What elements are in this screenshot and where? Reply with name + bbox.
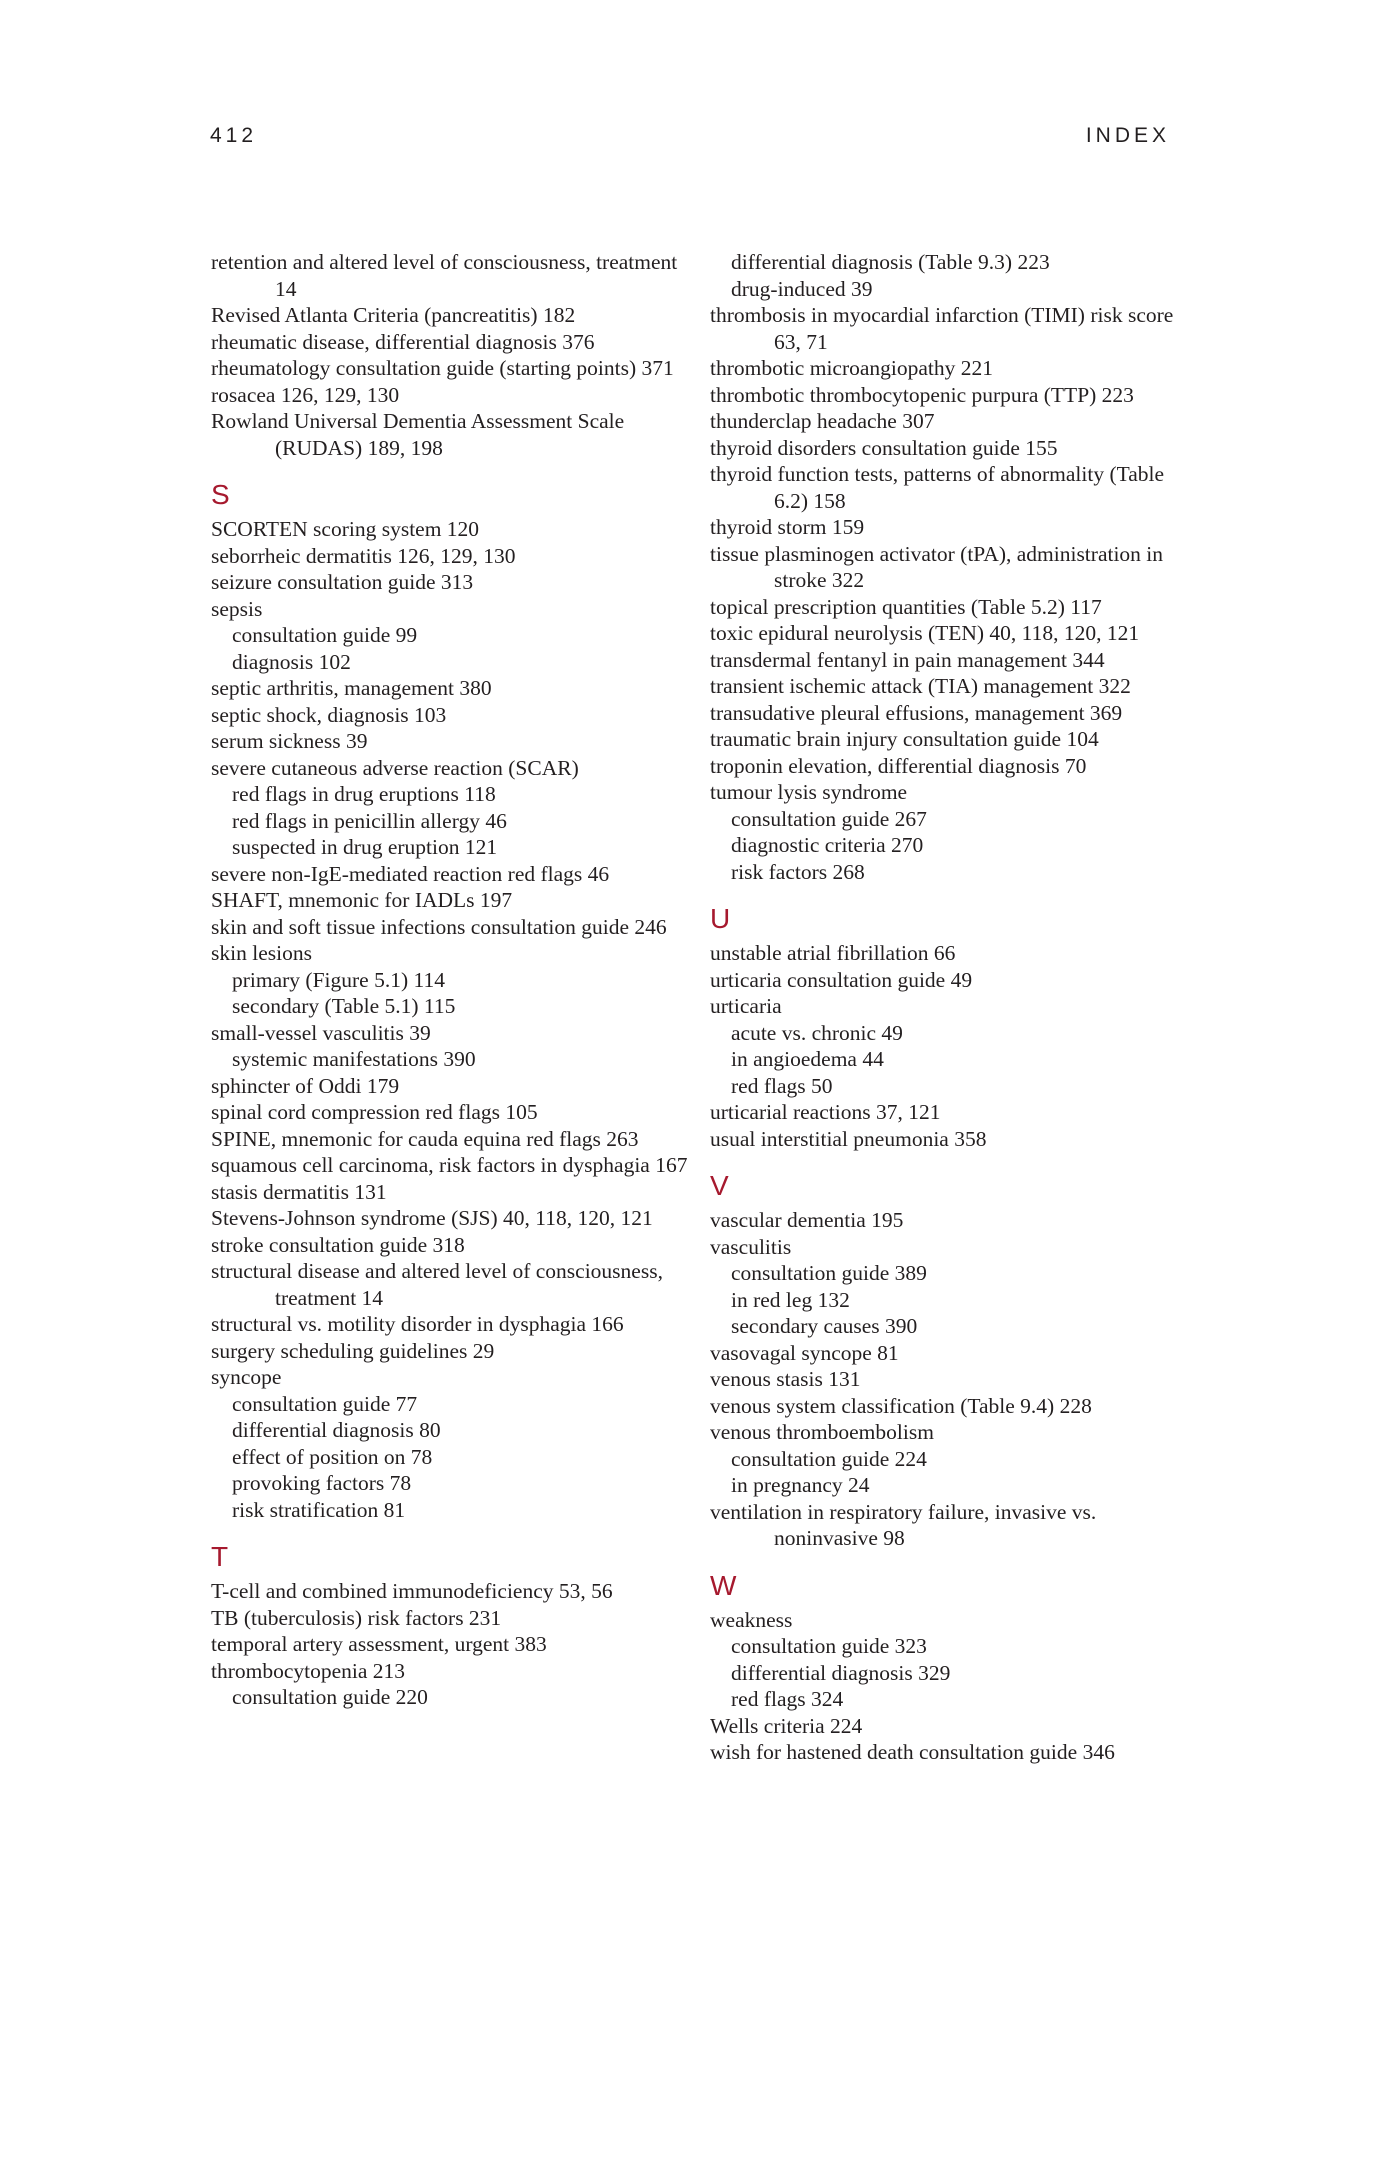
index-entry: sphincter of Oddi 179 (211, 1073, 400, 1098)
index-subentry: primary (Figure 5.1) 114 (232, 967, 445, 992)
index-subentry: consultation guide 224 (731, 1446, 927, 1471)
index-entry: rosacea 126, 129, 130 (211, 382, 400, 407)
index-entry: vasculitis (710, 1234, 792, 1259)
index-entry: venous system classification (Table 9.4) 228 (710, 1393, 1092, 1418)
index-entry: SHAFT, mnemonic for IADLs 197 (211, 888, 513, 912)
index-entry: urticaria (710, 994, 782, 1018)
index-entry: stasis dermatitis 131 (211, 1179, 387, 1204)
index-group (211, 249, 691, 461)
index-entry: T-cell and combined immunodeficiency 53, 56 (211, 1579, 613, 1603)
index-entry: stroke consultation guide 318 (211, 1232, 465, 1257)
index-subentry: suspected in drug eruption 121 (232, 835, 498, 859)
section-letter-v: V (710, 1170, 729, 1201)
index-group (710, 249, 1190, 885)
index-subentry: red flags in penicillin allergy 46 (232, 808, 507, 833)
index-entry: Rowland Universal Dementia Assessment Scale (RUDAS) 189, 198 (211, 409, 625, 460)
index-subentry: consultation guide 389 (731, 1261, 927, 1285)
index-entry: Stevens-Johnson syndrome (SJS) 40, 118, 120, 121 (211, 1206, 653, 1230)
index-subentry: red flags 324 (731, 1687, 844, 1711)
index-subentry: acute vs. chronic 49 (731, 1020, 903, 1045)
index-entry: tissue plasminogen activator (tPA), administration in stroke 322 (710, 541, 1164, 592)
index-entry: SPINE, mnemonic for cauda equina red flags 263 (211, 1126, 639, 1151)
index-entry: thunderclap headache 307 (710, 409, 935, 433)
index-subentry: in pregnancy 24 (731, 1473, 870, 1497)
index-subentry: consultation guide 77 (232, 1391, 418, 1416)
index-entry: transudative pleural effusions, management 369 (710, 700, 1123, 725)
index-subentry: in angioedema 44 (731, 1047, 884, 1071)
index-entry: transient ischemic attack (TIA) management 322 (710, 674, 1131, 698)
index-entry: venous stasis 131 (710, 1367, 861, 1391)
index-entry: thyroid function tests, patterns of abnormality (Table 6.2) 158 (710, 462, 1165, 513)
index-entry: thrombosis in myocardial infarction (TIMI) risk score 63, 71 (710, 303, 1174, 354)
index-entry: retention and altered level of consciousness, treatment 14 (211, 250, 678, 301)
index-entry: toxic epidural neurolysis (TEN) 40, 118, 120, 121 (710, 621, 1140, 645)
index-subentry: drug-induced 39 (731, 276, 873, 301)
index-entry: serum sickness 39 (211, 729, 368, 753)
index-entry: venous thromboembolism (710, 1420, 934, 1444)
index-subentry: systemic manifestations 390 (232, 1047, 476, 1071)
index-group-u (710, 940, 1190, 1152)
index-subentry: provoking factors 78 (232, 1471, 412, 1495)
index-entry: wish for hastened death consultation guide 346 (710, 1740, 1115, 1764)
index-subentry: diagnostic criteria 270 (731, 833, 924, 857)
section-letter-s: S (211, 479, 230, 510)
index-entry: rheumatic disease, differential diagnosis 376 (211, 329, 595, 354)
index-entry: sepsis (211, 596, 263, 621)
index-entry: severe cutaneous adverse reaction (SCAR) (211, 755, 579, 780)
index-entry: structural vs. motility disorder in dysphagia 166 (211, 1312, 624, 1336)
index-subentry: secondary causes 390 (731, 1314, 918, 1338)
index-entry: spinal cord compression red flags 105 (211, 1100, 538, 1124)
section-letter-w: W (710, 1569, 737, 1601)
index-entry: vasovagal syncope 81 (710, 1340, 899, 1365)
index-group-s (211, 516, 691, 1523)
index-entry: surgery scheduling guidelines 29 (211, 1338, 495, 1363)
index-entry: ventilation in respiratory failure, invasive vs. noninvasive 98 (710, 1499, 1097, 1550)
index-subentry: secondary (Table 5.1) 115 (232, 994, 456, 1018)
index-entry: rheumatology consultation guide (starting points) 371 (211, 356, 674, 380)
index-subentry: risk stratification 81 (232, 1497, 406, 1522)
index-entry: thrombotic microangiopathy 221 (710, 356, 994, 380)
index-subentry: effect of position on 78 (232, 1444, 433, 1469)
index-entry: weakness (710, 1607, 793, 1632)
index-subentry: in red leg 132 (731, 1287, 850, 1312)
index-column-left (211, 249, 691, 1711)
index-group-w (710, 1607, 1190, 1766)
index-entry: SCORTEN scoring system 120 (211, 517, 480, 541)
index-entry: usual interstitial pneumonia 358 (710, 1126, 987, 1151)
index-subentry: differential diagnosis 80 (232, 1418, 441, 1442)
index-entry: seizure consultation guide 313 (211, 570, 474, 594)
index-entry: urticaria consultation guide 49 (710, 967, 973, 992)
section-letter-t: T (211, 1541, 229, 1572)
index-entry: small-vessel vasculitis 39 (211, 1020, 431, 1045)
page-number: 412 (210, 124, 258, 147)
index-entry: squamous cell carcinoma, risk factors in dysphagia 167 (211, 1153, 688, 1177)
section-letter-u: U (710, 903, 731, 934)
index-entry: urticarial reactions 37, 121 (710, 1100, 941, 1124)
index-group-v (710, 1207, 1190, 1552)
index-subentry: differential diagnosis 329 (731, 1660, 951, 1685)
index-subentry: risk factors 268 (731, 859, 865, 884)
index-entry: Wells criteria 224 (710, 1713, 863, 1738)
index-entry: seborrheic dermatitis 126, 129, 130 (211, 543, 516, 568)
index-entry: thyroid disorders consultation guide 155 (710, 435, 1058, 460)
index-entry: tumour lysis syndrome (710, 780, 908, 804)
index-subentry: red flags in drug eruptions 118 (232, 782, 496, 806)
index-entry: thrombotic thrombocytopenic purpura (TTP) 223 (710, 382, 1134, 407)
index-entry: troponin elevation, differential diagnosis 70 (710, 753, 1087, 778)
index-entry: structural disease and altered level of consciousness, treatment 14 (211, 1259, 663, 1310)
index-subentry: consultation guide 323 (731, 1634, 927, 1658)
index-entry: severe non-IgE-mediated reaction red flags 46 (211, 861, 610, 886)
index-entry: topical prescription quantities (Table 5.2) 117 (710, 594, 1102, 619)
index-subentry: diagnosis 102 (232, 649, 351, 674)
index-subentry: consultation guide 99 (232, 623, 418, 647)
index-entry: skin lesions (211, 941, 312, 965)
index-entry: septic arthritis, management 380 (211, 676, 492, 700)
index-entry: temporal artery assessment, urgent 383 (211, 1632, 547, 1656)
index-entry: Revised Atlanta Criteria (pancreatitis) 182 (211, 303, 576, 327)
index-column-right (710, 249, 1190, 1766)
index-group-t (211, 1578, 691, 1711)
index-entry: septic shock, diagnosis 103 (211, 702, 447, 727)
index-subentry: differential diagnosis (Table 9.3) 223 (731, 250, 1050, 274)
index-subentry: consultation guide 267 (731, 806, 927, 831)
index-entry: vascular dementia 195 (710, 1208, 904, 1232)
index-entry: transdermal fentanyl in pain management 344 (710, 647, 1105, 672)
index-entry: syncope (211, 1365, 282, 1389)
index-entry: skin and soft tissue infections consultation guide 246 (211, 914, 667, 939)
index-entry: thyroid storm 159 (710, 515, 865, 539)
index-entry: TB (tuberculosis) risk factors 231 (211, 1605, 502, 1630)
index-entry: thrombocytopenia 213 (211, 1658, 406, 1683)
index-subentry: red flags 50 (731, 1073, 833, 1098)
running-head: INDEX (1085, 124, 1170, 147)
index-entry: unstable atrial fibrillation 66 (710, 941, 956, 965)
index-subentry: consultation guide 220 (232, 1685, 428, 1709)
index-entry: traumatic brain injury consultation guide 104 (710, 727, 1099, 751)
